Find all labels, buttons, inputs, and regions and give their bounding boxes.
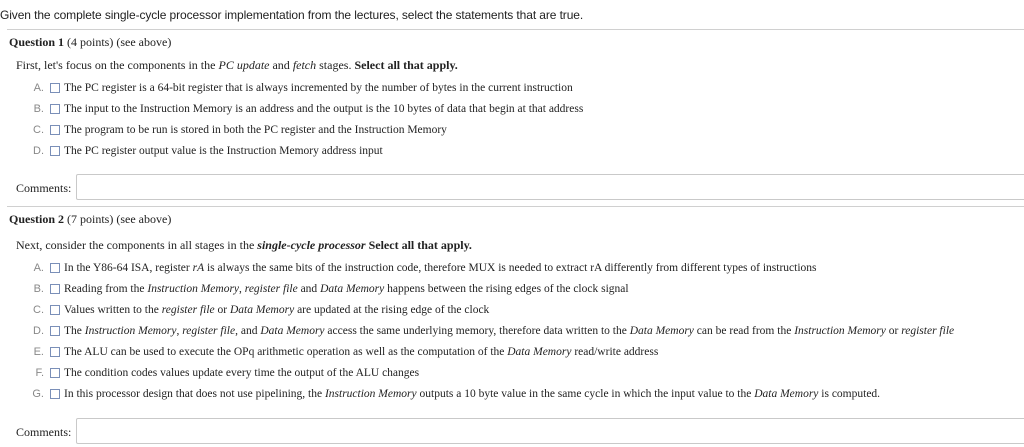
option-letter: A. — [33, 82, 44, 94]
option-text: The input to the Instruction Memory is an address and the output is the 10 bytes of data that begin at that address — [64, 103, 584, 115]
question-1-divider — [7, 29, 1024, 30]
q1-option-a-checkbox[interactable] — [50, 83, 60, 93]
option-letter: F. — [35, 367, 44, 379]
question-1-title: Question 1 — [9, 35, 65, 49]
option-text: The ALU can be used to execute the OPq arithmetic operation as well as the computation of the Data Memory read/write address — [64, 346, 659, 358]
q1-option-b-checkbox[interactable] — [50, 104, 60, 114]
instructions-text: Given the complete single-cycle processor implementation from the lectures, select the statements that are true. — [0, 8, 584, 22]
q2-option-d-checkbox[interactable] — [50, 326, 60, 336]
option-text: The PC register is a 64-bit register that is always incremented by the number of bytes in the current instruction — [64, 82, 573, 94]
q1-comments-label: Comments: — [16, 181, 72, 195]
option-text: In the Y86-64 ISA, register rA is always the same bits of the instruction code, therefore MUX is needed to extract rA differently from different types of instructions — [64, 262, 817, 274]
q2-option-b-checkbox[interactable] — [50, 284, 60, 294]
q2-option-c-checkbox[interactable] — [50, 305, 60, 315]
question-2-prompt: Next, consider the components in all stages in the single-cycle processor Select all that apply. — [16, 238, 472, 252]
option-text: The condition codes values update every time the output of the ALU changes — [64, 367, 420, 379]
option-letter: A. — [33, 262, 44, 274]
q1-option-c-checkbox[interactable] — [50, 125, 60, 135]
question-2-note: (see above) — [116, 212, 172, 226]
question-1-points: (4 points) — [67, 35, 114, 49]
option-letter: B. — [33, 103, 44, 115]
q2-comments-label: Comments: — [16, 425, 72, 439]
option-letter: B. — [33, 283, 44, 295]
q2-option-e-checkbox[interactable] — [50, 347, 60, 357]
option-letter: D. — [33, 325, 44, 337]
q1-comments-input[interactable] — [76, 174, 1024, 200]
q2-option-g-checkbox[interactable] — [50, 389, 60, 399]
question-2-title: Question 2 — [9, 212, 65, 226]
question-1-note: (see above) — [116, 35, 172, 49]
q2-option-f-checkbox[interactable] — [50, 368, 60, 378]
option-letter: E. — [33, 346, 44, 358]
option-letter: D. — [33, 145, 44, 157]
option-text: The program to be run is stored in both the PC register and the Instruction Memory — [64, 124, 447, 136]
question-1-prompt: First, let's focus on the components in the PC update and fetch stages. Select all that apply. — [16, 58, 458, 72]
option-text: The Instruction Memory, register file, and Data Memory access the same underlying memory, therefore data written to the Data Memory can be read from the Instruction Memory or register file — [64, 325, 955, 337]
question-1-header — [9, 35, 171, 50]
question-2-divider — [7, 206, 1024, 207]
question-2-header — [9, 212, 171, 227]
q2-comments-input[interactable] — [76, 418, 1024, 444]
question-2-points: (7 points) — [67, 212, 114, 226]
option-letter: C. — [33, 124, 44, 136]
option-letter: G. — [32, 388, 44, 400]
option-letter: C. — [33, 304, 44, 316]
q1-option-d-checkbox[interactable] — [50, 146, 60, 156]
option-text: Values written to the register file or Data Memory are updated at the rising edge of the clock — [64, 304, 490, 316]
option-text: The PC register output value is the Instruction Memory address input — [64, 145, 383, 157]
q2-option-a-checkbox[interactable] — [50, 263, 60, 273]
option-text: Reading from the Instruction Memory, register file and Data Memory happens between the rising edges of the clock signal — [64, 283, 629, 295]
option-text: In this processor design that does not use pipelining, the Instruction Memory outputs a 10 byte value in the same cycle in which the input value to the Data Memory is computed. — [64, 388, 881, 400]
